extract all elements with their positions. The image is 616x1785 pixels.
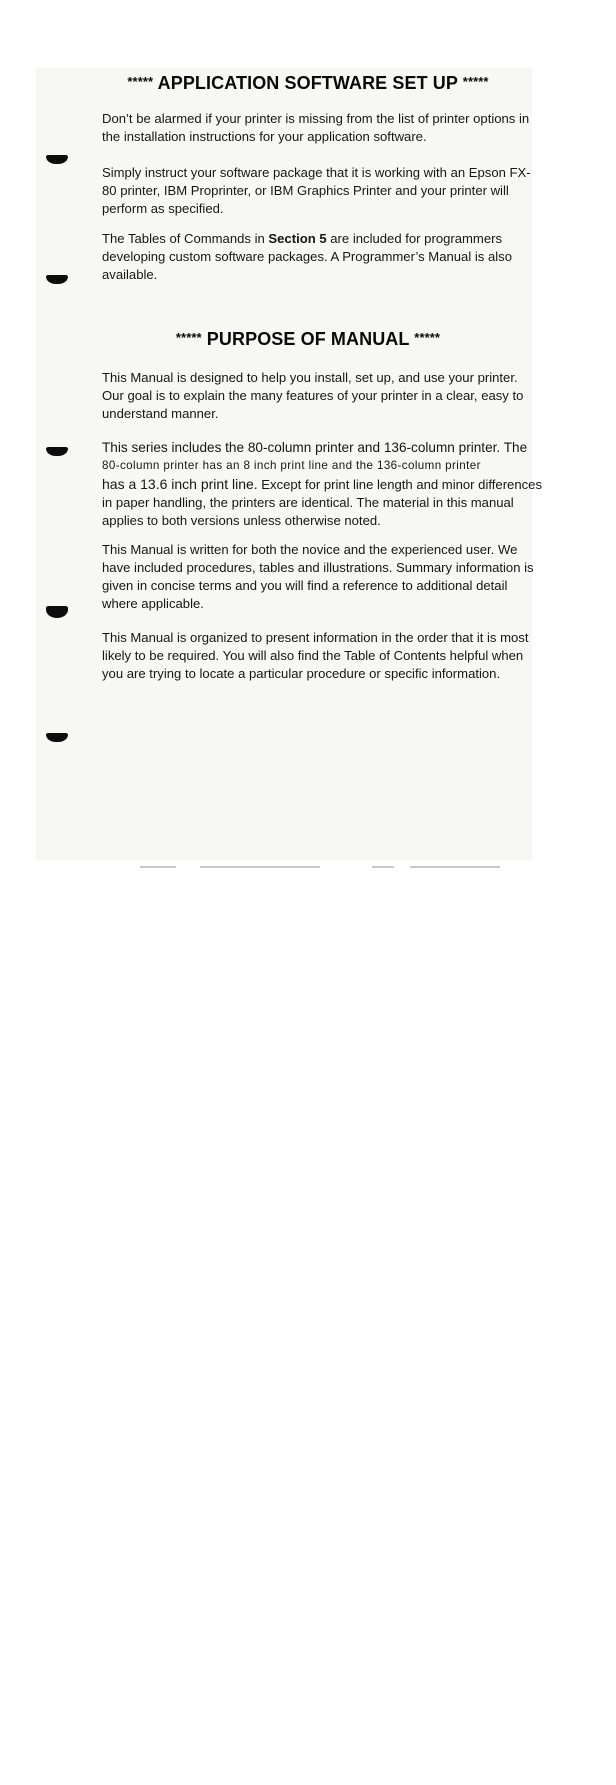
app-paragraph-3-text-end: are included for programmers developing custom software packages. A Programmer’s Manual is also available. [102,231,512,282]
purpose-paragraph-2-line-2: 80-column printer has an 8 inch print line and the 136-column printer [102,459,481,472]
section-5-reference: Section 5 [268,231,327,246]
purpose-paragraph-2 [102,439,542,530]
purpose-paragraph-2-line-1: This series includes the 80-column printer and 136-column printer. The [102,440,528,455]
purpose-paragraph-3: This Manual is written for both the novice and the experienced user. We have included procedures, tables and illustrations. Summary information is given in concise terms and you will find a reference to additional detail where applicable. [102,542,534,611]
app-paragraph-3 [102,230,542,284]
application-software-heading [0,73,616,94]
heading-stars-left: ***** [127,74,154,89]
purpose-paragraph-1: This Manual is designed to help you install, set up, and use your printer. Our goal is to explain the many features of your printer in a clear, easy to understand manner. [102,370,524,421]
heading-stars-left: ***** [175,330,202,345]
heading-stars-right: ***** [462,74,489,89]
purpose-paragraph-2-rest: Except for print line length and minor differences in paper handling, the printers are identical. The material in this manual applies to both versions unless otherwise noted. [102,477,542,528]
heading-stars-right: ***** [414,330,441,345]
purpose-of-manual-heading [0,329,616,350]
faint-scan-mark [200,866,320,868]
purpose-paragraph-2-line-3: has a 13.6 inch print line. [102,476,258,492]
faint-scan-mark [372,866,394,868]
heading-title: PURPOSE OF MANUAL [206,329,410,349]
faint-scan-mark [140,866,176,868]
faint-scan-mark [410,866,500,868]
purpose-paragraph-4: This Manual is organized to present information in the order that it is most likely to be required. You will also find the Table of Contents helpful when you are trying to locate a particular procedure or specific information. [102,630,529,681]
app-paragraph-3-text: The Tables of Commands in [102,231,269,246]
app-paragraph-2: Simply instruct your software package that it is working with an Epson FX-80 printer, IBM Proprinter, or IBM Graphics Printer and your printer will perform as specified. [102,165,531,216]
app-paragraph-1: Don’t be alarmed if your printer is missing from the list of printer options in the installation instructions for your application software. [102,111,530,144]
heading-title: APPLICATION SOFTWARE SET UP [157,73,458,93]
